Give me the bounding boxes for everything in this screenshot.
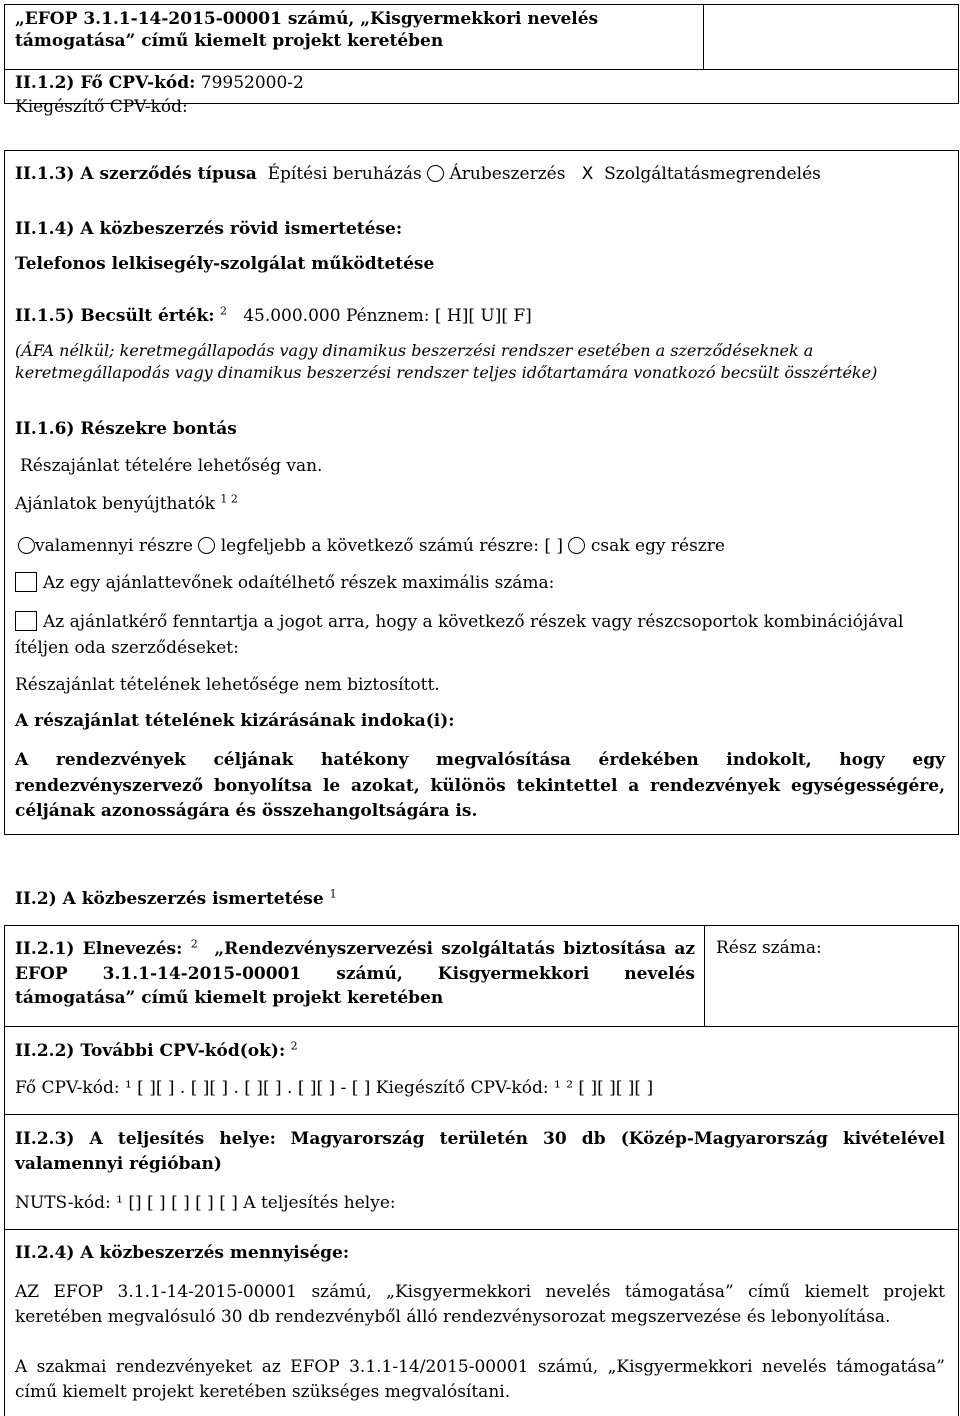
estimated-note: (ÁFA nélkül; keretmegállapodás vagy dinamikus beszerzési rendszer esetében a szerződéseknek a keretmegállapodás vagy dinamikus beszerzési rendszer teljes időtartamára vonatkozó becsült összértéke)	[15, 341, 878, 382]
lots-options-row: valamennyi részre legfeljebb a következő számú részre: [ ] csak egy részre	[18, 535, 725, 557]
section2-part-number: Rész száma:	[716, 938, 822, 958]
section2-qty-para2: A szakmai rendezvényeket az EFOP 3.1.1-14/2015-00001 számú, „Kisgyermekkori nevelés támogatása” című kiemelt projekt keretében szükséges megvalósítani.	[15, 1357, 945, 1402]
section2-part-cell	[704, 925, 705, 1027]
radio-all-icon[interactable]	[18, 537, 35, 554]
section2-qty-para1: AZ EFOP 3.1.1-14-2015-00001 számú, „Kisgyermekkori nevelés támogatása” című kiemelt projekt keretében megvalósuló 30 db rendezvényből álló rendezvénysorozat megszervezése és lebonyolítása.	[15, 1282, 945, 1327]
short-desc-value: Telefonos lelkisegély-szolgálat működtetése	[15, 254, 435, 274]
contract-type-row: II.1.3) A szerződés típusa Építési beruházás Árubeszerzés X Szolgáltatásmegrendelés	[15, 164, 821, 184]
header-bottom-line	[4, 69, 704, 70]
checkbox-icon[interactable]	[15, 572, 37, 592]
radio-one-icon[interactable]	[568, 537, 585, 554]
cpv-main: II.1.2) Fő CPV-kód: 79952000-2	[15, 73, 304, 93]
section2-qty-label: II.2.4) A közbeszerzés mennyisége:	[15, 1243, 350, 1263]
lots-check1: Az egy ajánlattevőnek odaítélhető részek maximális száma:	[15, 572, 554, 594]
section2-divider-1	[4, 1114, 959, 1115]
section2-name: II.2.1) Elnevezés: $^2$ „Rendezvényszervezési szolgáltatás biztosítása az EFOP 3.1.1-14-2015-00001 számú, Kisgyermekkori nevelés támogatása” című kiemelt projekt keretében	[15, 937, 696, 1009]
section2-cpv-label: II.2.2) További CPV-kód(ok): $^2$	[15, 1039, 298, 1061]
section2-heading: II.2) A közbeszerzés ismertetése $^1$	[15, 887, 337, 909]
section2-place: II.2.3) A teljesítés helye: Magyarország területén 30 db (Közép-Magyarország kivételével valamennyi régióban)	[15, 1129, 946, 1174]
lots-possible: Részajánlat tételére lehetőség van.	[20, 456, 323, 476]
header-right-cell	[703, 4, 959, 70]
section2-cpv-line: Fő CPV-kód: ¹ [ ][ ] . [ ][ ] . [ ][ ] . [ ][ ] - [ ] Kiegészítő CPV-kód: ¹ ² [ ][ ][ ][ ]	[15, 1078, 654, 1098]
lots-reason-label: A részajánlat tételének kizárásának indoka(i):	[15, 711, 455, 731]
lots-label: II.1.6) Részekre bontás	[15, 419, 237, 439]
lots-reason-text: A rendezvények céljának hatékony megvalósítása érdekében indokolt, hogy egy rendezvényszervező bonyolítsa le azokat, különös tekintettel a rendezvények egységességére, céljának azonosságára és összehangoltságára is.	[15, 750, 945, 821]
section2-divider-2	[4, 1229, 959, 1230]
x-mark-icon: X	[581, 164, 594, 184]
section2-nuts-line: NUTS-kód: ¹ [] [ ] [ ] [ ] [ ] A teljesítés helye:	[15, 1193, 396, 1213]
estimated-value-row: II.1.5) Becsült érték: $^2$ 45.000.000 Pénznem: [ H][ U][ F]	[15, 304, 532, 326]
project-title: „EFOP 3.1.1-14-2015-00001 számú, „Kisgyermekkori nevelés támogatása” című kiemelt projekt keretében	[15, 9, 599, 52]
cpv-extra: Kiegészítő CPV-kód:	[15, 97, 188, 117]
radio-circle-icon[interactable]	[427, 165, 444, 182]
lots-check2: Az ajánlatkérő fenntartja a jogot arra, hogy a következő részek vagy részcsoportok kombinációjával ítéljen oda szerződéseket:	[15, 612, 904, 658]
lots-not-possible: Részajánlat tételének lehetősége nem biztosított.	[15, 675, 440, 695]
short-desc-label: II.1.4) A közbeszerzés rövid ismertetése:	[15, 219, 403, 239]
checkbox-icon[interactable]	[15, 611, 37, 631]
radio-max-icon[interactable]	[198, 537, 215, 554]
lots-submit: Ajánlatok benyújthatók $^{1 2}$	[15, 492, 238, 514]
